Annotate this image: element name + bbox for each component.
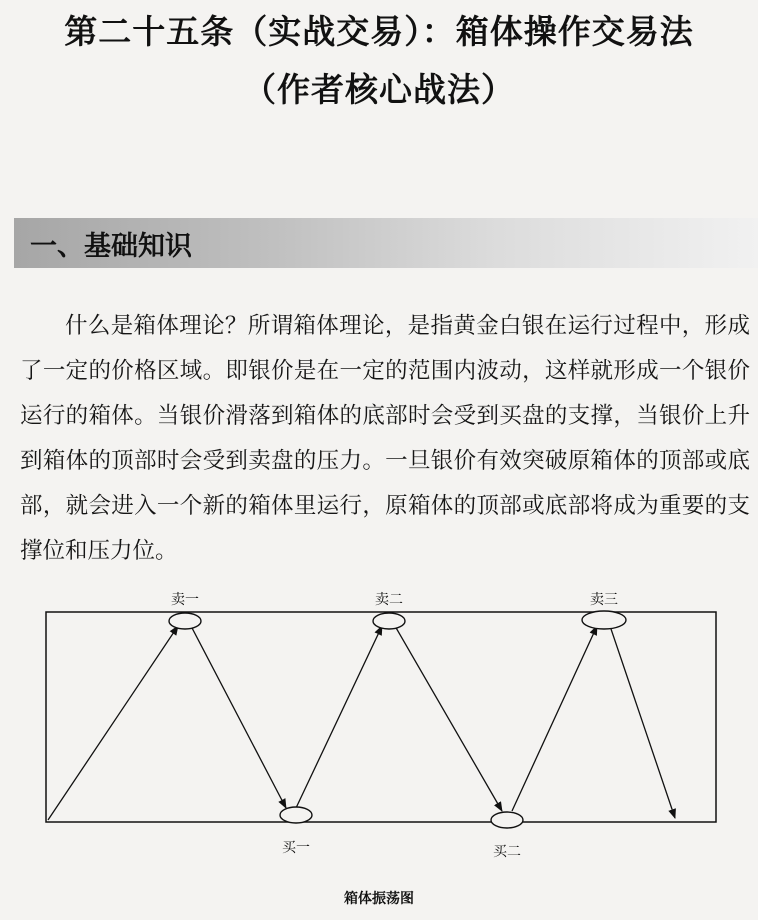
sell-point-3-marker [582, 611, 626, 629]
price-path-1 [48, 626, 178, 820]
sell-point-3-label: 卖三 [590, 592, 618, 608]
section-heading: 一、基础知识 [30, 231, 192, 262]
price-path-6 [610, 626, 675, 818]
box-oscillation-diagram [0, 580, 758, 880]
price-path-4 [395, 626, 502, 811]
title-line-1: 第二十五条（实战交易）：箱体操作交易法 [64, 12, 694, 51]
buy-point-2-label: 买二 [493, 844, 521, 860]
buy-point-1-label: 买一 [282, 840, 310, 856]
price-path-2 [191, 626, 286, 808]
sell-point-2-marker [373, 613, 405, 629]
diagram-caption: 箱体振荡图 [344, 891, 414, 907]
sell-point-1-label: 卖一 [171, 592, 199, 608]
sell-point-2-label: 卖二 [375, 592, 403, 608]
buy-point-2-marker [491, 812, 523, 828]
price-path-5 [512, 626, 597, 811]
sell-point-1-marker [169, 613, 201, 629]
title-line-2: （作者核心战法） [243, 70, 515, 109]
body-paragraph: 什么是箱体理论？所谓箱体理论，是指黄金白银在运行过程中，形成了一定的价格区域。即银价是在一定的范围内波动，这样就形成一个银价运行的箱体。当银价滑落到箱体的底部时会受到买盘的支撑，当银价上升到箱体的顶部时会受到卖盘的压力。一旦银价有效突破原箱体的顶部或底部，就会进入一个新的箱体里运行，原箱体的顶部或底部将成为重要的支撑位和压力位。 [20, 313, 750, 564]
buy-point-1-marker [280, 807, 312, 823]
price-path-3 [296, 626, 382, 808]
